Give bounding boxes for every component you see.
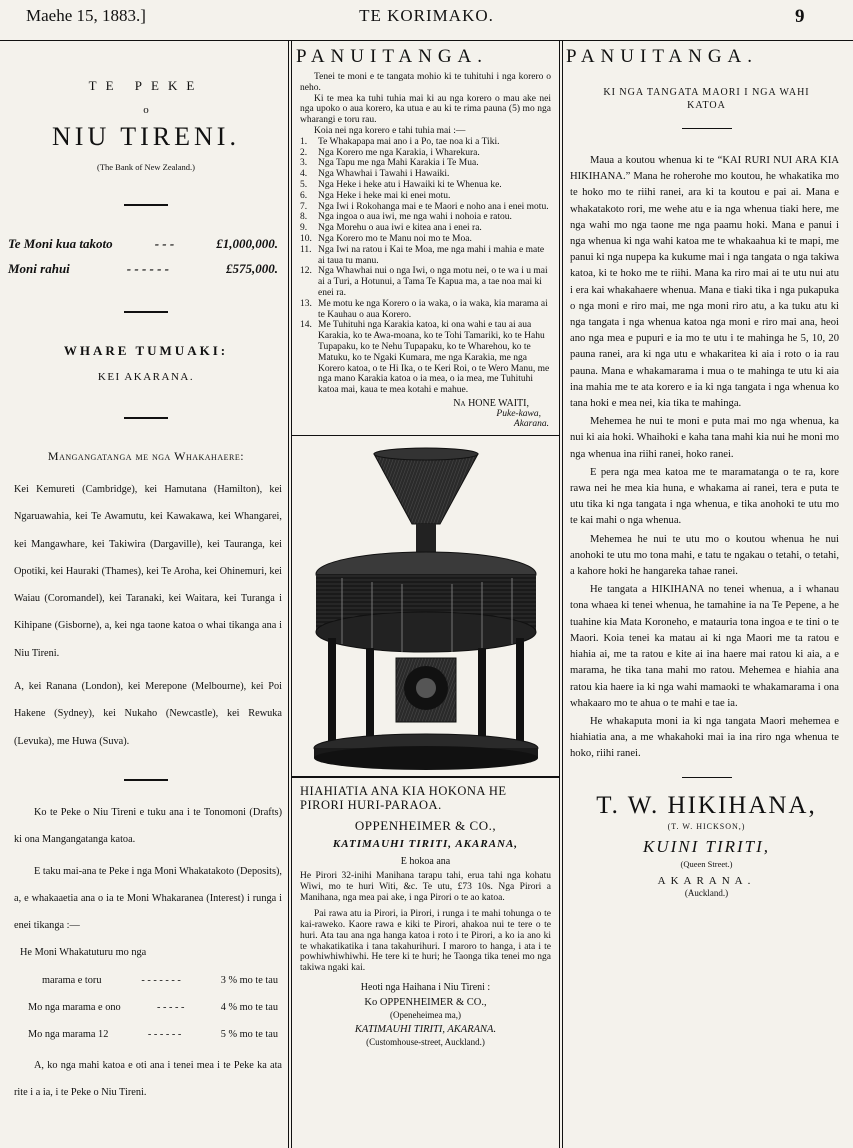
notice-paragraph: Mehemea he nui te moni e puta mai mo nga whenua, ka nui ki aia hoki. Whaihoki e kaha tana mahi kia nui he moni mo nga whenua ina riihi ranei, hoko ranei.: [570, 416, 839, 460]
drafts-text: Ko te Peke o Niu Tireni e tuku ana i te Tonomoni (Drafts) ki ona Mangangatanga katoa.: [14, 806, 282, 846]
item-text: Nga Heke i heke mai ki enei motu.: [318, 190, 451, 201]
item-text: Te Whakapapa mai ano i a Po, tae noa ki a Tiki.: [318, 136, 500, 147]
capital-label: Te Moni kua takoto: [8, 236, 113, 251]
mill-ad-firm: OPPENHEIMER & CO.,: [354, 817, 497, 833]
section-rule: [292, 435, 559, 437]
rate-row: [28, 994, 278, 1021]
item-number: 10.: [300, 233, 312, 244]
item-number: 7.: [300, 201, 308, 212]
notice-paragraph: Mehemea he nui te utu mo o koutou whenua he nui anohoki te utu mo tona mahi, e tatu te ngakau o tetahi, o tetahi, a kahore hoki he hangareka tahae ranei.: [570, 533, 839, 578]
item-number: 14.: [300, 320, 312, 331]
bank-title-line2: o: [143, 104, 149, 116]
item-text: Nga Korero me nga Karakia, i Wharekura.: [318, 147, 480, 158]
list-item: [300, 148, 551, 159]
item-text: Nga Morehu o aua iwi e kitea ana i enei ra.: [318, 223, 482, 234]
capital-row: [4, 236, 288, 252]
mill-ad-address-street: KATIMAUHI TIRITI, AKARANA.: [354, 1024, 497, 1036]
notice-heading: PANUITANGA.: [296, 46, 489, 67]
notice-signer: Na HONE WAITI,: [453, 397, 529, 409]
notice-paragraph: He whakaputa moni ia ki nga tangata Maori mehemea e hiahiatia ana, a me whakahoki mai ia ina riro nga whenua te hoko, riihi ranei.: [570, 715, 839, 760]
notice-intro: Koia nei nga korero e tahi tuhia mai :—: [314, 125, 466, 136]
rates-intro: He Moni Whakatuturu mo nga: [20, 947, 147, 959]
list-item: [300, 180, 551, 191]
item-number: 9.: [300, 223, 308, 234]
item-text: Nga Korero mo te Manu noi mo te Moa.: [318, 233, 472, 244]
capital-dots: - - -: [154, 236, 175, 251]
issue-date: Maehe 15, 1883.]: [26, 6, 146, 25]
rate-dots: - - - - - - -: [141, 974, 181, 986]
flour-mill-illustration: [292, 438, 559, 776]
column-rule-right: [559, 40, 560, 1148]
divider: [124, 417, 168, 419]
agent-city-en: (Auckland.): [684, 887, 729, 898]
item-number: 8.: [300, 212, 308, 223]
reserve-value: £575,000.: [226, 261, 278, 276]
agent-city: AKARANA.: [657, 874, 756, 887]
item-text: Nga Iwi na ratou i Kai te Moa, me nga mahi i mahia e mate ai taua tu manu.: [318, 244, 545, 266]
divider: [124, 204, 168, 206]
mill-ad-address-street-en: (Customhouse-street, Auckland.): [366, 1037, 485, 1048]
notice-place: Akarana.: [513, 418, 549, 429]
column-rule-left: [288, 40, 289, 1148]
item-text: Nga Tapu me nga Mahi Karakia i Te Mua.: [318, 158, 479, 169]
item-number: 1.: [300, 136, 308, 147]
item-number: 13.: [300, 298, 312, 309]
divider: [124, 779, 168, 781]
head-office-title: WHARE TUMUAKI:: [63, 343, 229, 358]
item-number: 12.: [300, 266, 312, 277]
mill-ad-address-intro: Heoti nga Haihana i Niu Tireni :: [360, 982, 491, 994]
item-text: Nga ingoa o aua iwi, me nga wahi i nohoia e ratou.: [318, 212, 512, 223]
mill-ad-sells: E hokoa ana: [400, 855, 451, 867]
divider: [682, 777, 732, 778]
rates-table: [4, 967, 288, 1048]
list-item: [300, 158, 551, 169]
item-number: 3.: [300, 158, 308, 169]
mill-ad-body: He Pirori 32-inihi Manihana tarapu tahi, erua tahi nga kohatu Wiwi, mo te huri Witi, &c. Te utu, £73 10s. Nga Pirori a Manihana, nga mea pai ake, i nga Pirori o te ao katoa.: [300, 870, 551, 903]
list-item: [300, 299, 551, 321]
bank-title-line3: NIU TIRENI.: [52, 122, 240, 151]
item-text: Me Tuhituhi nga Karakia katoa, ki ona wahi e tau ai aua Karakia, ko te Awa-moana, ko te Tohi Tamariki, ko te Hahu Tupapaku, ko te Nehu Tupapaku, ko te Wharehou, ko te Matuku, ko te Ngaki Kumara, me nga Karakia, me nga Korero katoa, o te Hi Ika, o te Keri Roi, o te Wero Manu, me nga mano Karakia katoa o ia mea, o ia mea, me Tuhituhi katoa mai, kaua te mea kotahi e mahue.: [318, 320, 550, 396]
agent-street-en: (Queen Street.): [680, 858, 733, 869]
list-item: [300, 320, 551, 396]
notice-paragraph: He tangata a HIKIHANA no tenei whenua, a i whanau tona whaea ki tenei whenua, he tamahine ia na Te Pepene, a he tuahine kia Mata Koroneho, e matauria tona ingoa e te tini o te Maori. Koia tenei ka matau ai ki nga Maori me ta ratou e hiahia ai, me ta ratou e kite ai ina haere mai ratou ki aia, a e marama, he tika tana mahi mo ratou. Mehemea e hiahia ana ratou kia haere ia ki nga wahi mamaoki te whakamarama i ona whakaaro mo te ahua o te mahi e tae ia.: [570, 584, 839, 709]
item-text: Nga Whawhai nui o nga Iwi, o nga motu nei, o te wa i u mai ai a Turi, a Hotunui, a Tama Te Kapua ma, a tae noa mai ki enei ra.: [318, 266, 548, 298]
newspaper-title: TE KORIMAKO.: [359, 6, 494, 25]
masthead: [0, 0, 853, 41]
notice-paragraph: E pera nga mea katoa me te maramatanga o te ra, kore rawa nei he mea kia huna, e whakama ai ranei, tera e puta te utu tika ki nga tangata i nga whenua, e tika anohoki te utu mo te kai mahi o nga whenua.: [570, 466, 839, 527]
rate-row: [28, 1021, 278, 1048]
branches-nz-text: Kei Kemureti (Cambridge), kei Hamutana (Hamilton), kei Ngaruawahia, kei Te Awamutu, kei Kawakawa, kei Whangarei, kei Mangawhare, kei Takiwira (Dargaville), kei Tauranga, kei Opotiki, kei Hauraki (Thames), kei Te Aroha, kei Ohinemuri, kei Waiau (Coromandel), kei Taranaki, kei Waitara, kei Turanga i Kihipane (Gisborne), a, kei nga taone katoa o whai tikanga ana i Niu Tireni.: [14, 484, 282, 659]
list-item: [300, 234, 551, 245]
rate-dots: - - - - - -: [147, 1028, 182, 1040]
land-agent-advertisement: [562, 40, 851, 898]
list-item: [300, 223, 551, 234]
bank-title-line1: TE PEKE: [88, 78, 204, 93]
rate-value: 3 % mo te tau: [220, 974, 278, 986]
section-rule: [292, 776, 559, 778]
list-item: [300, 212, 551, 223]
divider: [124, 311, 168, 313]
list-item: [300, 137, 551, 148]
notice-place: Puke-kawa,: [496, 408, 541, 419]
list-item: [300, 245, 551, 267]
item-number: 4.: [300, 169, 308, 180]
mill-ad-address-firm: Ko OPPENHEIMER & CO.,: [364, 997, 487, 1009]
rate-dots: - - - - -: [157, 1001, 185, 1013]
closing-text: A, ko nga mahi katoa e oti ana i tenei mea i te Peke ka ata rite i a ia, i te Peke o Niu Tireni.: [14, 1059, 282, 1099]
bank-subtitle: (The Bank of New Zealand.): [97, 162, 195, 172]
page-number: 9: [795, 6, 805, 27]
item-number: 11.: [300, 244, 312, 255]
notice-subheading: KI NGA TANGATA MAORI I NGA WAHI KATOA: [603, 87, 810, 111]
notice-items: [292, 137, 559, 396]
item-number: 2.: [300, 147, 308, 158]
divider: [682, 128, 732, 129]
rate-label: marama e toru: [42, 974, 102, 986]
list-item: [300, 266, 551, 298]
list-item: [300, 202, 551, 213]
head-office-place: KEI AKARANA.: [97, 371, 195, 383]
branches-abroad-text: A, kei Ranana (London), kei Merepone (Melbourne), kei Poi Hakene (Sydney), kei Nukaho (Newcastle), kei Rewuka (Levuka), me Huwa (Suva).: [14, 681, 282, 747]
agent-name: T. W. HIKIHANA,: [596, 791, 817, 819]
item-text: Nga Iwi i Rokohanga mai e te Maori e noho ana i enei motu.: [318, 201, 549, 212]
list-item: [300, 191, 551, 202]
item-text: Me motu ke nga Korero o ia waka, o ia waka, kia marama ai te Kauhau o aua Korero.: [318, 298, 548, 320]
mill-ad-heading: HIAHIATIA ANA KIA HOKONA HE PIRORI HURI-PARAOA.: [300, 783, 507, 812]
mill-ad-body: Pai rawa atu ia Pirori, ia Pirori, i runga i te mahi tohunga o te kai-raweko. Kaore rawa e kiki te Pirori, ahakoa nui te tere o te huri. Ata tau ana nga hanga katoa i roto i te Pirori, a ko ia ano ki te whakatikatika i tana takahurihuri. I maroro to hanga, i ata i te powhiwhiwhiwhi. He tere ki te huri; he Taonga tika tenei mo nga takiwa ngaki kai.: [300, 909, 551, 974]
capital-value: £1,000,000.: [216, 236, 278, 251]
reserve-row: [4, 261, 288, 277]
rate-label: Mo nga marama 12: [28, 1028, 109, 1040]
mill-ad-street: KATIMAUHI TIRITI, AKARANA,: [332, 837, 519, 850]
rate-value: 4 % mo te tau: [220, 1001, 278, 1013]
item-number: 5.: [300, 179, 308, 190]
notice-intro: Tenei te moni e te tangata mohio ki te tuhituhi i nga korero o neho.: [300, 72, 551, 93]
list-item: [300, 169, 551, 180]
notice-intro: Ki te mea ka tuhi tuhia mai ki au nga korero o mau ake nei nga upoko o aua korero, ka utua e au ki te rima pauna (5) mo nga wharangi e toru rau.: [300, 93, 551, 126]
reserve-label: Moni rahui: [8, 261, 70, 276]
item-number: 6.: [300, 190, 308, 201]
mill-ad-address-firm-en: (Openeheimea ma,): [390, 1010, 461, 1021]
reserve-dots: - - - - - -: [126, 261, 170, 276]
deposits-text: E taku mai-ana te Peke i nga Moni Whakatakoto (Deposits), a, e whakaaetia ana o ia te Moni Whakaranea (Interest) i runga i enei tikanga :—: [14, 865, 283, 932]
rate-label: Mo nga marama e ono: [28, 1001, 121, 1013]
branches-title: Mangangatanga me nga Whakahaere:: [47, 449, 245, 463]
bank-advertisement: [4, 40, 288, 1106]
rate-row: [28, 967, 278, 994]
center-column: [292, 40, 559, 1047]
notice-paragraph: Maua a koutou whenua ki te “KAI RURI NUI ARA KIA HIKIHANA.” Mana he roherohe mo koutou, he whakatika mo te hoko mo te riihi ranei, ara ki ta koutou e pai ai. Mana e whakatakoto rori, me wehe atu e ia nga whenua tiaki here, me nga wahi mo nga taone me nga paamu hoki. Mana e panui i nga whenua ki nga wahi katoa me te whakaahua ki te mapi, me panui ki nga nupepa ka kukume mai i nga tangata o nga takiwa katoa, ki te hoko me te riihi. Mana ka riro mai ai te utu nui atu i era kai whakahaere whenua. Mana e tiaki tika i nga pukapuka o nga moni e riro mai, me nga moni riro atu, a ka tuku atu ki nga tangata i nga whenua katoa nga moni e riro mai ana, heoi ano nga mea e pupuri e ia mo te utu i te mahinga he 5, 10, 20 pauna ranei, ara ki nga utu e whakaritea ki aia i roto o ia rau pauna. Mana e whakamarama i mua o te mahinga te utu ki aia ina mahia me te ata korero e ia ki nga tangata i nga whenua ko tana hoki e mea nei, kia tika te mahinga.: [570, 155, 839, 410]
mill-engraving-icon: [292, 438, 559, 776]
item-text: Nga Heke i heke atu i Hawaiki ki te Whenua ke.: [318, 179, 502, 190]
rate-value: 5 % mo te tau: [220, 1028, 278, 1040]
agent-street: KUINI TIRITI,: [642, 836, 771, 856]
agent-name-en: (T. W. HICKSON,): [667, 821, 746, 831]
notice-heading: PANUITANGA.: [566, 46, 759, 67]
item-text: Nga Whawhai i Tawahi i Hawaiki.: [318, 169, 450, 180]
